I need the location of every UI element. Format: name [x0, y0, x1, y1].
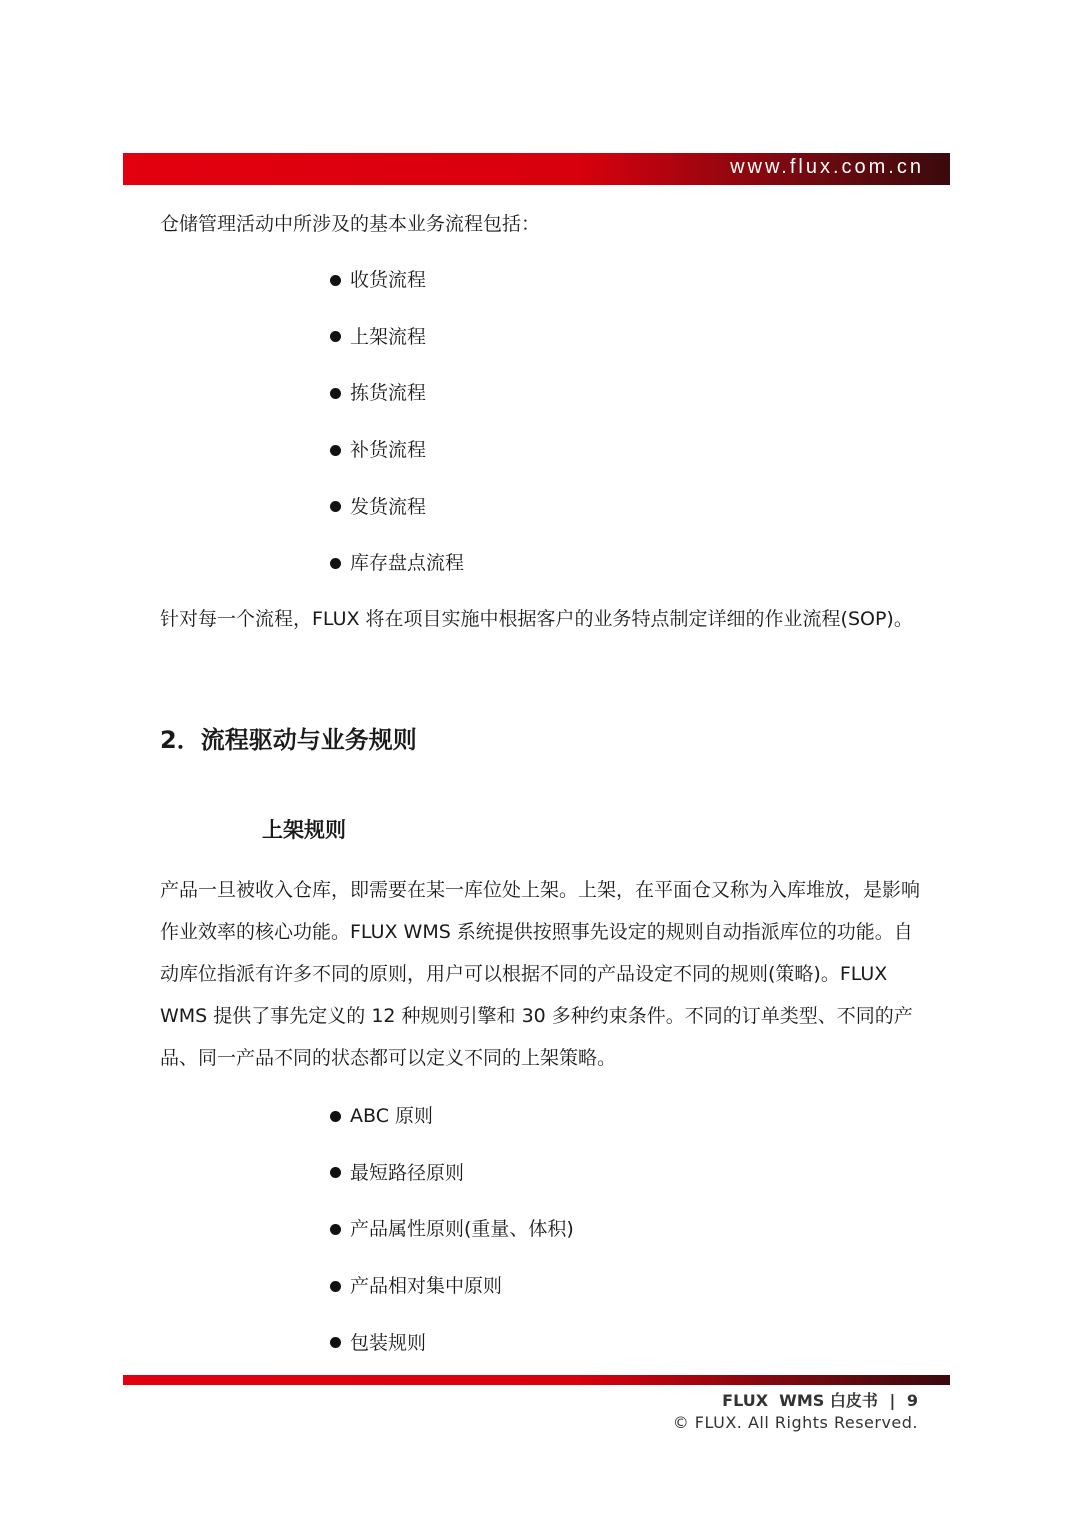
footer-bar: [123, 1375, 950, 1385]
bullet-icon: [330, 501, 341, 512]
list-item-label: 拣货流程: [350, 382, 427, 405]
list-item-label: 包装规则: [350, 1331, 427, 1354]
footer-doc-title: FLUX WMS 白皮书: [722, 1391, 878, 1410]
header-url: www.flux.com.cn: [730, 156, 924, 178]
bullet-icon: [330, 331, 341, 342]
list-item: [330, 1102, 574, 1159]
list-item: [330, 323, 464, 380]
intro-paragraph: 仓储管理活动中所涉及的基本业务流程包括：: [160, 213, 541, 235]
list-item: [330, 379, 464, 436]
bullet-icon: [330, 1111, 341, 1122]
list-item-label: ABC 原则: [350, 1105, 434, 1127]
bullet-icon: [330, 388, 341, 399]
list-item: [330, 1272, 574, 1329]
list-item-label: 上架流程: [350, 325, 427, 348]
section-title: 2．流程驱动与业务规则: [160, 726, 417, 754]
list-item-label: 补货流程: [350, 439, 427, 462]
bullet-icon: [330, 1281, 341, 1292]
bullet-icon: [330, 1337, 341, 1348]
rule-list: [330, 1102, 574, 1385]
list-item-label: 产品相对集中原则: [350, 1275, 503, 1298]
list-item-label: 发货流程: [350, 495, 427, 518]
list-item-label: 库存盘点流程: [350, 552, 465, 575]
process-list: [330, 266, 464, 606]
footer-doc-info: [722, 1390, 918, 1412]
bullet-icon: [330, 1167, 341, 1178]
footer-copyright: © FLUX. All Rights Reserved.: [672, 1413, 918, 1432]
putaway-paragraph: 产品一旦被收入仓库，即需要在某一库位处上架。上架，在平面仓又称为入库堆放，是影响作业效率的核心功能。FLUX WMS 系统提供按照事先设定的规则自动指派库位的功能。自动库位指派有许多不同的原则，用户可以根据不同的产品设定不同的规则(策略)。FLUX WMS 提供了事先定义的 12 种规则引擎和 30 多种约束条件。不同的订单类型、不同的产品、同一产品不同的状态都可以定义不同的上架策略。: [160, 879, 921, 1069]
header-bar: [123, 153, 950, 185]
list-item: [330, 1159, 574, 1216]
list-item-label: 产品属性原则(重量、体积): [350, 1218, 574, 1241]
bullet-icon: [330, 558, 341, 569]
page-number: 9: [906, 1391, 918, 1410]
bullet-icon: [330, 275, 341, 286]
subsection-title: 上架规则: [262, 818, 346, 842]
footer-separator: |: [889, 1391, 896, 1410]
list-item-label: 最短路径原则: [350, 1161, 465, 1184]
list-item: [330, 266, 464, 323]
list-item: [330, 436, 464, 493]
list-item-label: 收货流程: [350, 269, 427, 291]
sop-paragraph: 针对每一个流程，FLUX 将在项目实施中根据客户的业务特点制定详细的作业流程(SOP)。: [160, 608, 913, 630]
list-item: [330, 1215, 574, 1272]
bullet-icon: [330, 445, 341, 456]
list-item: [330, 493, 464, 550]
bullet-icon: [330, 1224, 341, 1235]
